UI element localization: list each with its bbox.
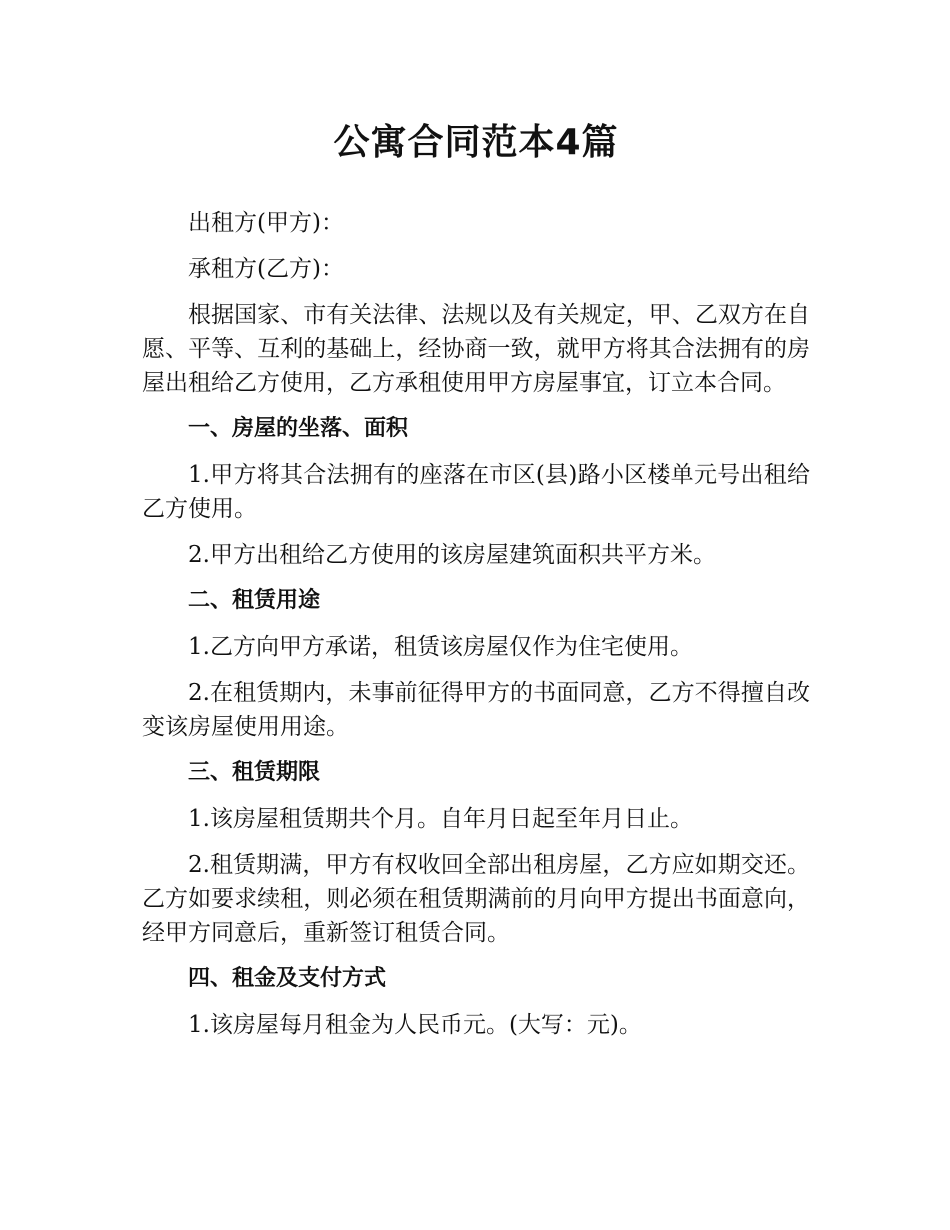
preamble-paragraph: 根据国家、市有关法律、法规以及有关规定，甲、乙双方在自愿、平等、互利的基础上，经协商一致，就甲方将其合法拥有的房屋出租给乙方使用，乙方承租使用甲方房屋事宜，订立本合同。 xyxy=(142,302,810,396)
document-title: 公寓合同范本4篇 xyxy=(333,122,619,163)
clause-paragraph: 1.甲方将其合法拥有的座落在市区(县)路小区楼单元号出租给乙方使用。 xyxy=(142,462,810,522)
clause-paragraph: 1.乙方向甲方承诺，租赁该房屋仅作为住宅使用。 xyxy=(188,634,693,660)
section-heading-lease-purpose: 二、租赁用途 xyxy=(188,588,321,613)
clause-paragraph: 2.在租赁期内，未事前征得甲方的书面同意，乙方不得擅自改变该房屋使用用途。 xyxy=(142,680,810,740)
section-heading-location-area: 一、房屋的坐落、面积 xyxy=(188,416,409,441)
lessee-line: 承租方(乙方)： xyxy=(188,256,344,282)
clause-paragraph: 2.甲方出租给乙方使用的该房屋建筑面积共平方米。 xyxy=(188,542,716,568)
clause-paragraph: 1.该房屋租赁期共个月。自年月日起至年月日止。 xyxy=(188,806,693,832)
clause-paragraph: 1.该房屋每月租金为人民币元。(大写：元)。 xyxy=(188,1012,642,1038)
clause-paragraph: 2.租赁期满，甲方有权收回全部出租房屋，乙方应如期交还。乙方如要求续租，则必须在租赁期满前的月向甲方提出书面意向，经甲方同意后，重新签订租赁合同。 xyxy=(142,852,810,946)
lessor-line: 出租方(甲方)： xyxy=(188,210,344,236)
section-heading-lease-term: 三、租赁期限 xyxy=(188,760,321,785)
section-heading-rent-payment: 四、租金及支付方式 xyxy=(188,966,387,991)
